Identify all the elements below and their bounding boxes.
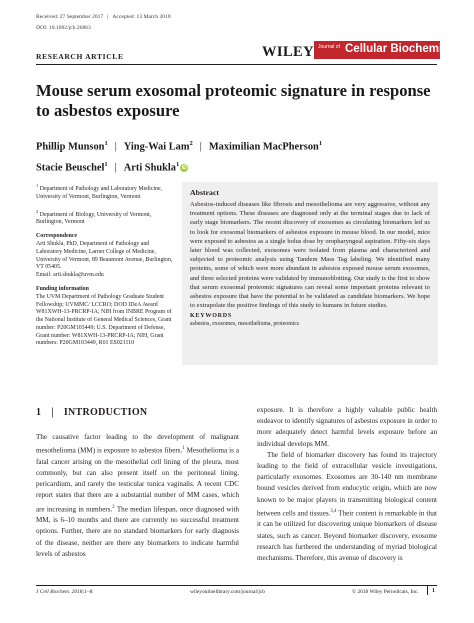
keywords-heading: KEYWORDS bbox=[190, 313, 233, 320]
journal-logo-name: Cellular Biochemistry bbox=[345, 43, 464, 55]
paragraph-text: The median lifespan, once diagnosed with MM, is 6–10 months and there are currently no successful treatment options. Further, there are no standard biomarkers for early diagnosis of the disease, neither are there any biomarkers to indicate harmful levels of asbestos bbox=[36, 504, 239, 558]
affiliation-2 bbox=[36, 208, 176, 228]
abstract-text: Asbestos-induced diseases like fibrosis and mesothelioma are very aggressive, without any treatment options. These diseases are diagnosed only at the terminal stages due to lack of early stage biomarkers. The recent discovery of exosomes as circulating biomarkers led us to look for exosomal biomarkers of asbestos exposure in mouse blood. In our model, mice were exposed to asbestos as a single bolus dose by oropharyngeal aspiration. Fifty-six days later blood was collected, exosomes were isolated from plasma and characterized and subjected to proteomic analysis using Tandem Mass Tag labeling. We identified many proteins, some of which were more abundant in asbestos exposed mouse serum exosomes, and three selected proteins were validated by immunoblotting. Our study is the first to show that serum exosomal proteomic signatures can reveal some important proteins relevant to asbestos exposure that have the potential to be validated as candidate biomarkers. We hope to extrapolate the positive findings of this study to humans in future studies. bbox=[190, 201, 430, 310]
orcid-icon[interactable]: iD bbox=[181, 165, 187, 172]
paragraph-text: The causative factor leading to the development of malignant mesothelioma (MM) is exposure to asbestos fibers. bbox=[36, 433, 239, 455]
author-name[interactable]: Ying-Wai Lam bbox=[123, 141, 190, 153]
affiliation-text: Department of Biology, University of Vermont, Burlington, Vermont bbox=[36, 211, 152, 226]
author-name[interactable]: Phillip Munson bbox=[36, 141, 105, 153]
author-name[interactable]: Maximilian MacPherson bbox=[208, 141, 319, 153]
article-title: Mouse serum exosomal proteomic signature in response to asbestos exposure bbox=[36, 81, 431, 120]
header-rule bbox=[36, 64, 437, 65]
section-separator: | bbox=[51, 407, 54, 418]
page-number: 1 bbox=[432, 588, 435, 594]
affiliation-number: 2 bbox=[36, 208, 39, 214]
funding-information bbox=[36, 286, 176, 348]
author-affiliation-ref: 2 bbox=[189, 140, 193, 147]
article-dates bbox=[36, 14, 171, 20]
correspondence-text: Arti Shukla, PhD, Department of Pathology and Laboratory Medicine, Larner College of Medicine, University of Vermont, 89 Beaumont Avenue, Burlington, VT 05405. bbox=[36, 240, 173, 271]
journal-logo bbox=[314, 41, 464, 59]
paragraph bbox=[257, 450, 437, 564]
citation-ref[interactable]: 2 bbox=[112, 504, 115, 510]
author-name[interactable]: Arti Shukla bbox=[123, 162, 177, 174]
doi[interactable]: DOI: 10.1002/jcb.26863 bbox=[36, 25, 91, 31]
section-heading-introduction bbox=[36, 407, 147, 418]
paragraph: exposure. It is therefore a highly valuable public health endeavor to identify signatures of asbestos exposure in order to more adequately detect harmful levels exposure before an individual develops MM. bbox=[257, 406, 437, 448]
journal-logo-prefix: Journal of bbox=[318, 44, 340, 50]
author-list bbox=[36, 135, 446, 177]
section-title: INTRODUCTION bbox=[63, 407, 148, 418]
paragraph-text: The field of biomarker discovery has found its trajectory leading to the field of extracellular vesicle investigations, particularly exosomes. Exosomes are 30-140 nm membrane bound vesicles derived from endocytic origin, which are now known to be major players in transmitting biological content between cells and tissues. bbox=[257, 450, 437, 518]
paragraph-text: Their content is remarkable in that it can be utilized for discovering unique biomarkers of disease states, such as cancer. Beyond biomarker discovery, exosome research has furthered the understanding of myriad biological mechanisms. Therefore, this avenue of discovery is bbox=[257, 509, 438, 562]
author-name[interactable]: Stacie Beuschel bbox=[36, 162, 105, 174]
affiliation-number: 1 bbox=[36, 183, 39, 188]
correspondence bbox=[36, 233, 176, 280]
citation-ref[interactable]: 3,4 bbox=[330, 508, 337, 514]
author-separator: | bbox=[114, 141, 117, 153]
author-affiliation-ref: 1 bbox=[104, 160, 108, 168]
author-separator: | bbox=[199, 141, 202, 153]
affiliation-text: Department of Pathology and Laboratory Medicine, University of Vermont, Burlington, Vermont bbox=[36, 185, 163, 200]
abstract-heading: Abstract bbox=[190, 188, 220, 197]
publisher-logo: WILEY bbox=[262, 44, 314, 60]
date-separator: | bbox=[107, 14, 109, 20]
accepted-date: Accepted: 13 March 2018 bbox=[112, 14, 171, 20]
section-number: 1 bbox=[36, 407, 42, 418]
journal-citation: J Cell Biochem. 2018;1–8. bbox=[36, 589, 94, 595]
paragraph-text: Mesothelioma is a fatal cancer arising on the mesothelial cell lining of the pleura, most commonly, but can also present itself on the peritoneal lining, pericardium, and rarely the testicular tunica vaginalis. A recent CDC report states that there are a substantial number of MM cases, which are increasing in numbers. bbox=[36, 446, 239, 513]
author-affiliation-ref: 1 bbox=[318, 140, 323, 147]
article-sidebar bbox=[36, 182, 176, 354]
citation-ref[interactable]: 1 bbox=[182, 446, 185, 452]
abstract-box bbox=[182, 182, 438, 365]
received-date: Received: 27 September 2017 bbox=[36, 14, 104, 20]
footer-rule bbox=[36, 585, 437, 586]
affiliation-1 bbox=[36, 182, 176, 202]
correspondence-heading: Correspondence bbox=[36, 233, 78, 240]
paragraph bbox=[36, 432, 239, 560]
article-type-label: RESEARCH ARTICLE bbox=[36, 52, 124, 61]
author-affiliation-ref: 1 bbox=[104, 140, 108, 147]
body-column-left bbox=[36, 432, 239, 560]
funding-text: The UVM Department of Pathology Graduate Student Fellowship; UVMMC/ LCCRO; DOD IDeA Award W81XWH-13-PRCRP-IA; NIH from INBRE Program of the National Institute of General Medical Sciences, Grant number: P20GM103449; U.S. Department of Defense, Grant number: W81XWH-13-PRCRP-IA; NIH, Grant numbers: P20GM103449, R01 ES021110 bbox=[36, 293, 172, 347]
correspondence-email[interactable]: Email: arti.shukla@uvm.edu bbox=[36, 272, 104, 279]
footer-divider bbox=[427, 586, 428, 595]
copyright: © 2018 Wiley Periodicals, Inc. bbox=[352, 589, 419, 595]
journal-url[interactable]: wileyonlinelibrary.com/journal/jcb bbox=[190, 589, 265, 595]
author-separator: | bbox=[114, 162, 117, 174]
funding-heading: Funding information bbox=[36, 285, 89, 292]
body-column-right bbox=[257, 405, 437, 564]
keywords-list: asbestos, exosomes, mesothelioma, proteomics bbox=[190, 321, 300, 328]
author-affiliation-ref: 1 bbox=[176, 160, 180, 168]
